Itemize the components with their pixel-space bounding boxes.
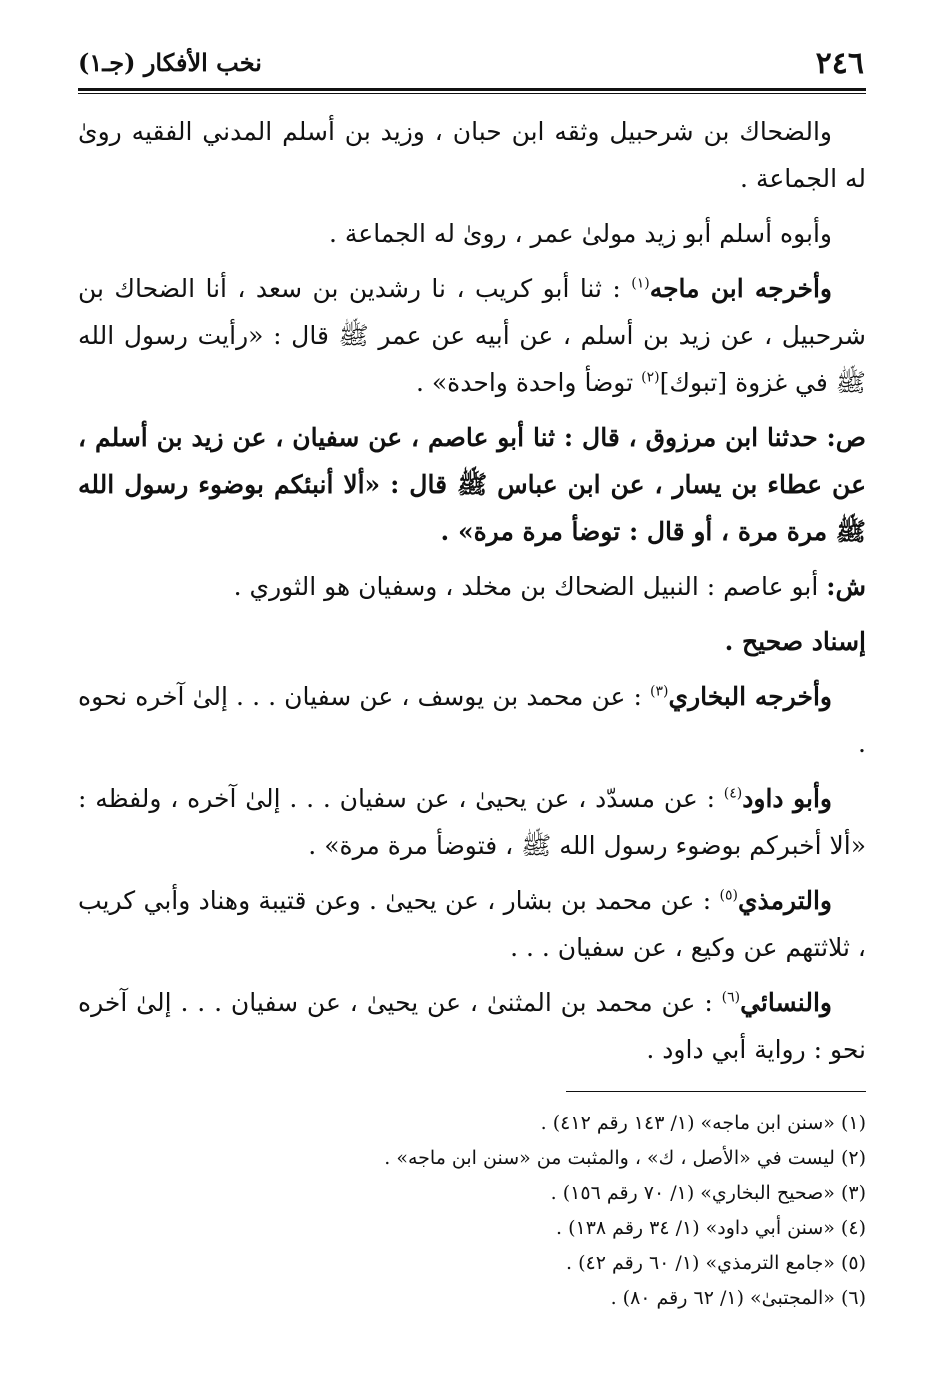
paragraph (78, 979, 866, 1073)
paragraph-text: : عن محمد بن يوسف ، عن سفيان . . . إلىٰ آخره نحوه . (78, 682, 866, 758)
paragraph (78, 775, 866, 869)
header-rule (78, 88, 866, 94)
page-header (78, 44, 866, 88)
footnote-ref: (٢) (641, 369, 660, 386)
paragraph-text: : ثنا أبو كريب ، نا رشدين بن سعد ، أنا الضحاك بن شرحبيل ، عن زيد بن أسلم ، عن أبيه عن عمر ﷺ قال : «رأيت رسول الله ﷺ في غزوة [تبوك] (78, 274, 866, 397)
paragraph (78, 563, 866, 610)
running-title: نخب الأفكار (جـ١) (78, 48, 262, 77)
paragraph (78, 877, 866, 971)
footnote: (٢) ليست في «الأصل ، ك» ، والمثبت من «سنن ابن ماجه» . (384, 1147, 866, 1169)
lead-phrase: والنسائي (740, 988, 832, 1017)
paragraph: والضحاك بن شرحبيل وثقه ابن حبان ، وزيد بن أسلم المدني الفقيه روىٰ له الجماعة . (78, 117, 866, 193)
footnote: (٤) «سنن أبي داود» (١/ ٣٤ رقم ١٣٨) . (556, 1217, 866, 1239)
paragraph-text: : عن مسدّد ، عن يحيىٰ ، عن سفيان . . . إلىٰ آخره ، ولفظه : «ألا أخبركم بوضوء رسول الله ﷺ ، فتوضأ مرة مرة» . (78, 784, 866, 860)
paragraph: وأبوه أسلم أبو زيد مولىٰ عمر ، روىٰ له الجماعة . (328, 219, 832, 248)
footnote-ref: (٦) (721, 989, 741, 1006)
paragraph (78, 265, 866, 406)
lead-phrase: والترمذي (737, 886, 832, 915)
page-number: ٢٤٦ (815, 46, 864, 81)
lead-phrase: وأخرجه البخاري (668, 682, 832, 711)
footnote-ref: (٣) (650, 683, 669, 700)
lead-phrase: ش: (826, 572, 866, 601)
footnote-ref: (١) (631, 275, 650, 292)
paragraph-text: أبو عاصم : النبيل الضحاك بن مخلد ، وسفيان هو الثوري . (233, 572, 827, 601)
hadith-text: ص: حدثنا ابن مرزوق ، قال : ثنا أبو عاصم ، عن سفيان ، عن زيد بن أسلم ، عن عطاء بن يسار ، عن ابن عباس ﷺ قال : «ألا أنبئكم بوضوء رسول الله ﷺ مرة مرة ، أو قال : توضأ مرة مرة» . (78, 423, 866, 546)
paragraph (78, 618, 866, 665)
footnote: (٥) «جامع الترمذي» (١/ ٦٠ رقم ٤٢) . (566, 1252, 866, 1274)
lead-phrase: وأبو داود (742, 784, 832, 813)
book-page (78, 44, 866, 1344)
footnote: (٦) «المجتبىٰ» (١/ ٦٢ رقم ٨٠) . (610, 1287, 866, 1309)
isnad-verdict: إسناد صحيح . (724, 627, 866, 656)
footnote: (١) «سنن ابن ماجه» (١/ ١٤٣ رقم ٤١٢) . (540, 1112, 866, 1134)
lead-phrase: وأخرجه ابن ماجه (649, 274, 832, 303)
paragraph-text: : عن محمد بن المثنىٰ ، عن يحيىٰ ، عن سفيان . . . إلىٰ آخره نحو : رواية أبي داود . (78, 988, 866, 1064)
footnote-separator (566, 1091, 866, 1092)
main-text (78, 108, 866, 1073)
paragraph-text: توضأ واحدة واحدة» . (415, 368, 642, 397)
footnote-ref: (٥) (719, 887, 738, 904)
paragraph-text: : عن محمد بن بشار ، عن يحيىٰ . وعن قتيبة وهناد وأبي كريب ، ثلاثتهم عن وكيع ، عن سفيان . . . (78, 886, 866, 962)
footnote: (٣) «صحيح البخاري» (١/ ٧٠ رقم ١٥٦) . (550, 1182, 866, 1204)
footnotes (78, 1106, 866, 1316)
footnote-ref: (٤) (723, 785, 743, 802)
paragraph (78, 673, 866, 767)
